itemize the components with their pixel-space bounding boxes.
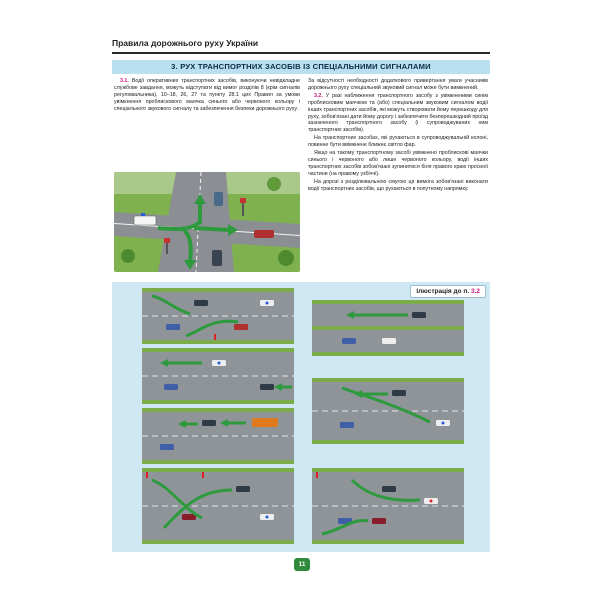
traffic-scenario-diagram: [142, 468, 294, 544]
header-rule: [112, 52, 490, 54]
paragraph-text: У разі наближення транспортного засобу з увімкненими синім проблисковим маячком та (або) спеціальним звуковим сигналом водії інших транспортних засобів, які можуть створювати йому перешкоду для руху, зобов'язані дати йому дорогу і забезпечити безперешкодний проїзд зазначеного транспортного засобу (і супроводжуваних ним транспортних засобів).: [308, 92, 488, 134]
illustration-3-2: [112, 282, 490, 552]
traffic-scenario-diagram: [142, 408, 294, 464]
paragraph-number: 3.2.: [314, 92, 323, 99]
traffic-scenario-diagram: [142, 288, 294, 344]
section-title: 3. РУХ ТРАНСПОРТНИХ ЗАСОБІВ ІЗ СПЕЦІАЛЬНИМИ СИГНАЛАМИ: [112, 60, 490, 74]
paragraph-text: На транспортних засобах, які рухаються в супроводжувальній колоні, повинне бути ввімкнене ближнє світло фар.: [308, 135, 488, 149]
illustration-label-ref: 3.2: [470, 288, 480, 295]
paragraph-3-1: [114, 78, 300, 113]
paragraph-text: Водії оперативних транспортних засобів, виконуючи невідкладне службове завдання, можуть відступати від вимог розділів 8 (крім сигналів регулювальника), 10–18, 26, 27 та пункту 28.1 цих Правил за умови увімкнення проблискового маячка синього або червоного кольору і спеціального звукового сигналу та забезпечення безпеки дорожнього руху.: [114, 78, 300, 112]
running-title: Правила дорожнього руху України: [112, 38, 259, 48]
traffic-scenario-diagram: [312, 300, 464, 356]
road-intersection-illustration: [114, 172, 300, 272]
illustration-label: [410, 285, 486, 298]
paragraph-text: За відсутності необхідності додаткового привертання уваги учасників дорожнього руху спеціальний звуковий сигнал може бути вимкнений.: [308, 78, 488, 91]
traffic-scenario-diagram: [142, 348, 294, 404]
left-column: [114, 78, 300, 114]
right-column: [308, 78, 488, 194]
traffic-scenario-diagram: [312, 468, 464, 544]
paragraph-3-2: [308, 93, 488, 134]
textbook-page: [112, 32, 490, 570]
traffic-scenario-diagram: [312, 378, 464, 444]
paragraph-text: На дорозі з розділювальною смугою ця вимога зобов'язані виконати водії транспортних засобів, що рухаються в попутному напрямку.: [308, 178, 488, 192]
paragraph-number: 3.1.: [120, 78, 129, 84]
paragraph-text: Якщо на такому транспортному засобі увімкнено проблискові маячки синього і червоного або лише червоного кольору, водії інших транспортних засобів зобов'язані зупинитися біля правого краю проїзної частини (на правому узбіччі).: [308, 150, 488, 177]
illustration-label-prefix: Ілюстрація до п.: [416, 288, 471, 295]
page-number: 11: [294, 558, 310, 571]
